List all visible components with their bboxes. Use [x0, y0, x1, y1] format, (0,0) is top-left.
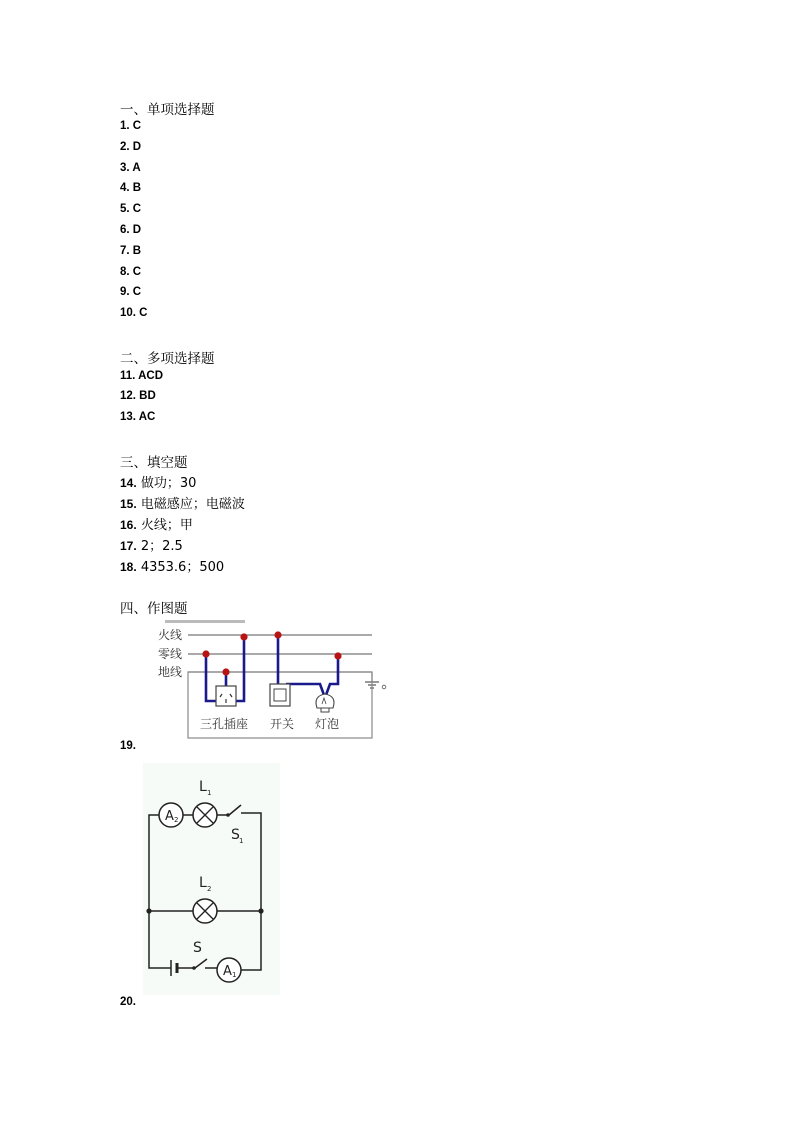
- switch-icon: [270, 684, 290, 706]
- svg-text:2: 2: [207, 885, 212, 893]
- answer-4: 4. B: [120, 182, 142, 194]
- socket-icon: [216, 686, 236, 706]
- section-title-drawing: 四、作图题: [120, 601, 188, 617]
- figure-19-wiring-diagram: [150, 620, 395, 742]
- svg-text:1: 1: [207, 789, 212, 797]
- socket-label: 三孔插座: [200, 717, 249, 731]
- answer-8: 8. C: [120, 266, 142, 278]
- switch-label: 开关: [270, 717, 295, 731]
- svg-text:1: 1: [232, 971, 237, 979]
- question-20-label: 20.: [120, 996, 136, 1008]
- answer-10: 10. C: [120, 307, 148, 319]
- wire-live-label: 火线: [158, 628, 183, 642]
- svg-text:L: L: [199, 779, 207, 795]
- figure-20-circuit-diagram: [143, 763, 280, 995]
- svg-text:A: A: [165, 809, 174, 824]
- answer-11: 11. ACD: [120, 370, 164, 382]
- answer-17-num: 17.: [120, 539, 137, 553]
- wire-neutral-label: 零线: [158, 647, 183, 661]
- svg-text:S: S: [193, 940, 202, 956]
- svg-text:L: L: [199, 875, 207, 891]
- section-title-fill-blank: 三、填空题: [120, 455, 188, 471]
- answer-14-text: 做功；30: [140, 476, 197, 491]
- answer-13: 13. AC: [120, 411, 156, 423]
- svg-text:1: 1: [239, 837, 244, 845]
- answer-18-text: 4353.6；500: [140, 560, 225, 575]
- answer-17-text: 2；2.5: [140, 539, 183, 554]
- answer-15: [120, 493, 245, 512]
- answer-2: 2. D: [120, 141, 142, 153]
- answer-14: [120, 472, 196, 491]
- answer-16-text: 火线；甲: [140, 518, 193, 533]
- answer-6: 6. D: [120, 224, 142, 236]
- answer-15-text: 电磁感应；电磁波: [140, 497, 245, 512]
- answer-18: [120, 556, 224, 575]
- ammeter-a2-icon: [159, 803, 183, 827]
- answer-16-num: 16.: [120, 518, 137, 532]
- answer-12: 12. BD: [120, 390, 156, 402]
- ground-icon: [365, 672, 386, 689]
- junction-dot-left: [146, 908, 151, 913]
- section-title-multi-choice: 二、多项选择题: [120, 351, 215, 367]
- answer-17: [120, 535, 183, 554]
- svg-text:S: S: [231, 827, 240, 843]
- answer-3: 3. A: [120, 162, 141, 174]
- answer-5: 5. C: [120, 203, 142, 215]
- answer-16: [120, 514, 193, 533]
- svg-text:2: 2: [174, 816, 179, 824]
- bulb-icon: [316, 694, 334, 712]
- bulb-label: 灯泡: [315, 717, 340, 731]
- answer-1: 1. C: [120, 120, 142, 132]
- answer-18-num: 18.: [120, 560, 137, 574]
- section-title-single-choice: 一、单项选择题: [120, 102, 215, 118]
- wire-ground-label: 地线: [158, 665, 183, 679]
- svg-text:A: A: [223, 964, 232, 979]
- answer-15-num: 15.: [120, 497, 137, 511]
- ammeter-a1-icon: [217, 958, 241, 982]
- answer-9: 9. C: [120, 286, 142, 298]
- answer-14-num: 14.: [120, 476, 137, 490]
- question-19-label: 19.: [120, 740, 136, 752]
- junction-dot-right: [258, 908, 263, 913]
- answer-7: 7. B: [120, 245, 142, 257]
